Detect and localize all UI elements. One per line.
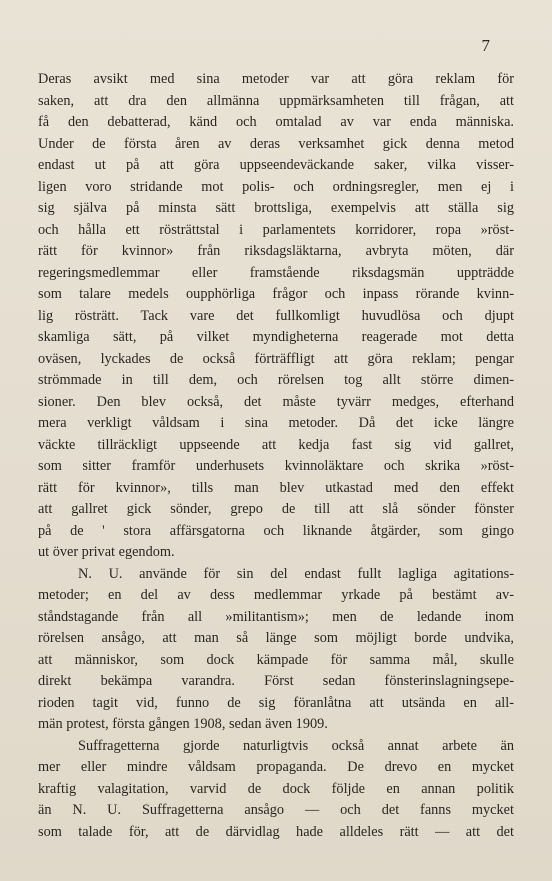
text-line: och hålla ett rösträttstal i parlamentets korridorer, ropa »röst- <box>38 221 514 238</box>
text-line: att gallret gick sönder, grepo de till att slå sönder fönster <box>38 501 514 517</box>
text-line: som talade för, att de därvidlag hade alldeles rätt — att det <box>38 823 514 840</box>
page-number: 7 <box>481 36 490 55</box>
text-line: lig rösträtt. Tack vare det fullkomligt huvudlösa och djupt <box>38 307 514 324</box>
text-line: som talare medels oupphörliga frågor och inpass rörande kvinn- <box>38 286 514 302</box>
text-line: rätt för kvinnor», tills man blev utkastad med den effekt <box>38 479 514 496</box>
text-line: endast ut på att göra uppseendeväckande saker, vilka visser- <box>38 157 514 173</box>
text-line: regeringsmedlemmar eller framstående riksdagsmän uppträdde <box>38 264 514 281</box>
paragraph-3 <box>38 736 514 844</box>
paragraph-2 <box>38 564 514 736</box>
text-line: skamliga sätt, på vilket myndigheterna reagerade mot detta <box>38 329 514 345</box>
paragraph-1 <box>38 69 514 564</box>
body-text <box>38 69 514 843</box>
text-line: saken, att dra den allmänna uppmärksamheten till frågan, att <box>38 92 514 109</box>
text-line: Deras avsikt med sina metoder var att göra reklam för <box>38 71 514 87</box>
text-line: sig själva på minsta sätt brottsliga, exempelvis att ställa sig <box>38 200 514 216</box>
text-line: rioden tagit vid, funno de sig föranlåtna att utsända en all- <box>38 694 514 711</box>
text-line: få den debatterad, känd och omtalad av var enda människa. <box>38 114 514 130</box>
text-line: metoder; en del av dess medlemmar yrkade på bestämt av- <box>38 587 514 603</box>
text-line: Under de första åren av deras verksamhet gick denna metod <box>38 135 514 152</box>
text-line: rörelsen ansågo, att man så länge som möjligt borde undvika, <box>38 630 514 646</box>
text-line: sioner. Den blev också, det måste tyvärr medges, efterhand <box>38 393 514 410</box>
text-line: ståndstagande från all »militantism»; men de ledande inom <box>38 608 514 625</box>
text-line: på de ' stora affärsgatorna och liknande åtgärder, som gingo <box>38 522 514 539</box>
text-line: rätt för kvinnor» från riksdagsläktarna, avbryta möten, där <box>38 243 514 259</box>
text-line: N. U. använde för sin del endast fullt lagliga agitations- <box>78 565 514 582</box>
text-line: som sitter framför underhusets kvinnoläktare och skrika »röst- <box>38 458 514 474</box>
text-line: Suffragetterna gjorde naturligtvis också annat arbete än <box>78 737 514 754</box>
text-line: än N. U. Suffragetterna ansågo — och det fanns mycket <box>38 802 514 818</box>
text-line: strömmade in till dem, och rörelsen tog allt större dimen- <box>38 372 514 388</box>
text-line: mera verkligt våldsam i sina metoder. Då det icke längre <box>38 415 514 431</box>
text-line: att människor, som dock kämpade för samma mål, skulle <box>38 651 514 668</box>
text-line: män protest, första gången 1908, sedan även 1909. <box>38 716 328 732</box>
text-line: ligen voro stridande mot polis- och ordningsregler, men ej i <box>38 178 514 195</box>
text-line: ut över privat egendom. <box>38 544 175 560</box>
text-line: mer eller mindre våldsam propaganda. De drevo en mycket <box>38 759 514 775</box>
text-line: oväsen, lyckades de också förträffligt att göra reklam; pengar <box>38 350 514 367</box>
text-line: väckte tillräckligt uppseende att kedja fast sig vid gallret, <box>38 436 514 453</box>
text-line: kraftig valagitation, varvid de dock följde en annan politik <box>38 780 514 797</box>
text-line: direkt bekämpa varandra. Först sedan fönsterinslagningsepe- <box>38 673 514 689</box>
